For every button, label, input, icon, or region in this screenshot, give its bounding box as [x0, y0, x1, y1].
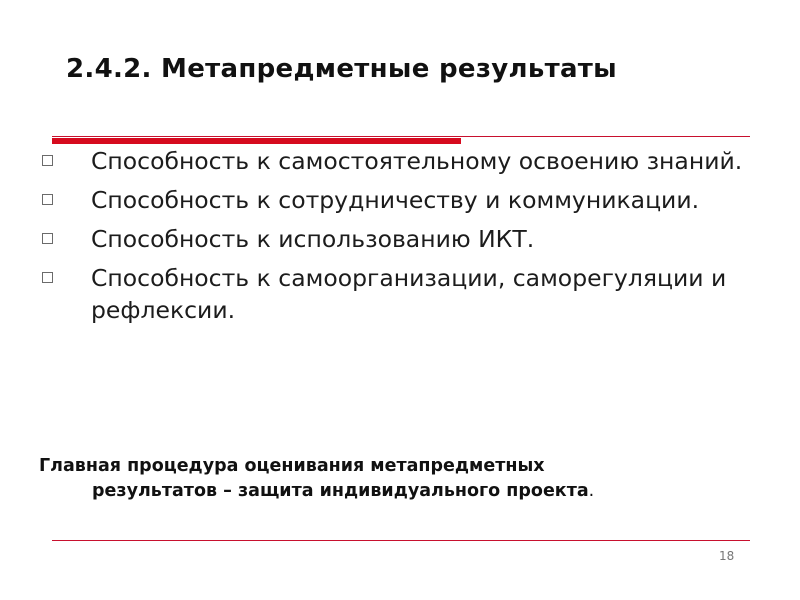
bullet-text: Способность к сотрудничеству и коммуникации. — [91, 186, 700, 214]
footnote-period: . — [588, 481, 595, 501]
hollow-square-bullet-icon — [42, 272, 53, 283]
footnote-line-2 — [39, 479, 739, 504]
bullet-text: Способность к использованию ИКТ. — [91, 225, 535, 253]
hollow-square-bullet-icon — [42, 233, 53, 244]
title-rule-thin — [52, 136, 750, 137]
bullet-text: Способность к самоорганизации, саморегуляции и рефлексии. — [91, 264, 727, 324]
title-rule-thick — [52, 138, 461, 144]
footnote — [39, 454, 739, 504]
footnote-line-1: Главная процедура оценивания метапредметных — [39, 456, 545, 476]
hollow-square-bullet-icon — [42, 194, 53, 205]
bottom-rule — [52, 540, 750, 541]
list-item — [40, 223, 770, 255]
hollow-square-bullet-icon — [42, 155, 53, 166]
list-item — [40, 145, 770, 177]
slide-title: 2.4.2. Метапредметные результаты — [66, 54, 617, 84]
list-item — [40, 262, 770, 326]
page-number: 18 — [719, 549, 735, 563]
bullet-list — [40, 145, 770, 333]
list-item — [40, 184, 770, 216]
bullet-text: Способность к самостоятельному освоению знаний. — [91, 147, 743, 175]
footnote-line-2-text: результатов – защита индивидуального проекта — [92, 481, 589, 501]
